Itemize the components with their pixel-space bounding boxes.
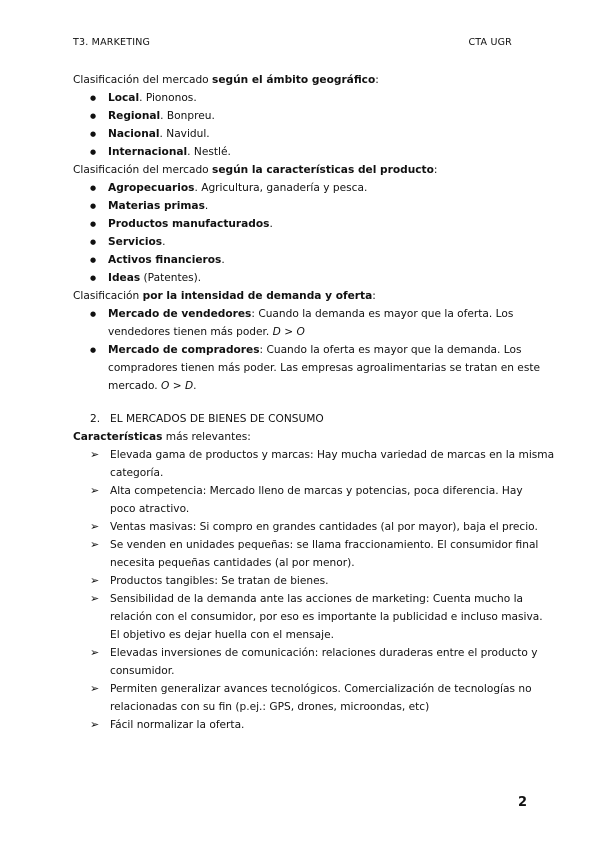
section-title: EL MERCADOS DE BIENES DE CONSUMO [110, 413, 324, 425]
list-item [73, 590, 543, 644]
demand-intro: Clasificación [73, 290, 143, 302]
geo-intro-bold: según el ámbito geográfico [212, 74, 376, 86]
item-line: ➢ Productos tangibles: Se tratan de bienes. [110, 575, 329, 587]
list-item: ● Mercado de vendedores: Cuando la demanda es mayor que la oferta. Los vendedores tienen más poder. D > O [73, 305, 533, 341]
item-text: . Piononos. [139, 92, 197, 104]
item-text: mercado. [108, 380, 162, 392]
item-bold: Servicios [108, 236, 163, 248]
item-math: O > D [161, 380, 194, 392]
page-number: 2 [517, 795, 527, 810]
prod-heading [73, 161, 533, 179]
demand-intro-end: : [372, 290, 376, 302]
features-list [73, 446, 555, 734]
item-line: consumidor. [110, 665, 175, 677]
item-line: ➢ Sensibilidad de la demanda ante las acciones de marketing: Cuenta mucho la [110, 593, 524, 605]
item-text: . Navidul. [159, 128, 210, 140]
item-line: necesita pequeñas cantidades (al por menor). [110, 557, 355, 569]
item-text: compradores tienen más poder. Las empresas agroalimentarias se tratan en este [108, 362, 541, 374]
item-math: D > O [272, 326, 305, 338]
item-text: . [269, 218, 273, 230]
item-line: ➢ Ventas masivas: Si compro en grandes cantidades (al por mayor), baja el precio. [110, 521, 538, 533]
item-text: Cuando la oferta es mayor que la demanda. Los [266, 344, 522, 356]
item-text: Cuando la demanda es mayor que la oferta. Los [258, 308, 514, 320]
geo-intro-end: : [375, 74, 379, 86]
list-item [73, 143, 533, 161]
prod-list [73, 179, 533, 287]
list-item [73, 251, 533, 269]
item-bold: Local [108, 92, 140, 104]
list-item [73, 215, 533, 233]
item-text: vendedores tienen más poder. [108, 326, 273, 338]
list-item [73, 269, 533, 287]
item-line: ➢ Elevadas inversiones de comunicación: relaciones duraderas entre el producto y [110, 647, 538, 659]
list-item [73, 197, 533, 215]
prod-intro-end: : [433, 164, 438, 176]
item-bold: Agropecuarios [108, 182, 195, 194]
list-item: ● Mercado de compradores: Cuando la oferta es mayor que la demanda. Los compradores tienen más poder. Las empresas agroalimentarias se tratan en este mercado. O > D. [73, 341, 533, 395]
demand-heading [73, 287, 533, 305]
features-title-bold: Características [73, 431, 163, 443]
header-right: CTA UGR [468, 37, 512, 48]
list-item [73, 107, 533, 125]
item-line: poco atractivo. [110, 503, 190, 515]
item-text: . Agricultura, ganadería y pesca. [194, 182, 368, 194]
item-text: . [204, 200, 209, 212]
list-item [73, 482, 533, 518]
item-line: ➢ Permiten generalizar avances tecnológicos. Comercialización de tecnologías no [110, 683, 532, 695]
features-heading [73, 428, 533, 446]
document-body [73, 71, 555, 734]
item-bold: Regional [108, 110, 161, 122]
item-bold: Ideas [108, 272, 141, 284]
item-bold: Nacional [108, 128, 160, 140]
item-line: relacionadas con su fin (p.ej.: GPS, drones, microondas, etc) [110, 701, 430, 713]
section-heading [73, 410, 533, 428]
geo-list [73, 89, 533, 161]
item-line: categoría. [110, 467, 164, 479]
item-text: (Patentes). [140, 272, 202, 284]
list-item [73, 125, 533, 143]
list-item [73, 572, 533, 590]
demand-intro-bold: por la intensidad de demanda y oferta [142, 290, 373, 302]
list-item [73, 536, 539, 572]
item-bold: Mercado de compradores [108, 344, 260, 356]
item-bold: Mercado de vendedores [108, 308, 252, 320]
item-bold: Materias primas [108, 200, 205, 212]
item-bold: Internacional [108, 146, 188, 158]
list-item [73, 179, 533, 197]
item-text: . Nestlé. [187, 146, 231, 158]
features-title-rest: más relevantes: [162, 431, 251, 443]
item-line: ➢ Se venden en unidades pequeñas: se llama fraccionamiento. El consumidor final [110, 539, 539, 551]
item-line: El objetivo es dejar huella con el mensaje. [110, 629, 334, 641]
item-bold: Productos manufacturados [108, 218, 270, 230]
item-line: relación con el consumidor, por eso es importante la publicidad e incluso masiva. [110, 611, 543, 623]
list-item [73, 680, 533, 716]
list-item [73, 446, 555, 482]
geo-intro: Clasificación del mercado [73, 74, 213, 86]
item-text: . [221, 254, 225, 266]
item-text: . [162, 236, 166, 248]
header-left: T3. MARKETING [73, 37, 151, 48]
item-line: ➢ Alta competencia: Mercado lleno de marcas y potencias, poca diferencia. Hay [110, 485, 523, 497]
demand-list [73, 305, 541, 395]
geo-heading [73, 71, 533, 89]
section-number: 2. [90, 413, 101, 425]
list-item [73, 518, 538, 536]
item-bold: Activos financieros [108, 254, 222, 266]
prod-intro: Clasificación del mercado [73, 164, 213, 176]
list-item [73, 233, 533, 251]
item-text: . Bonpreu. [160, 110, 215, 122]
item-line: ➢ Fácil normalizar la oferta. [110, 719, 245, 731]
list-item [73, 89, 533, 107]
prod-intro-bold: según la características del producto [212, 164, 434, 176]
item-line: ➢ Elevada gama de productos y marcas: Hay mucha variedad de marcas en la misma [110, 449, 555, 461]
list-item [73, 716, 533, 734]
list-item [73, 644, 538, 680]
